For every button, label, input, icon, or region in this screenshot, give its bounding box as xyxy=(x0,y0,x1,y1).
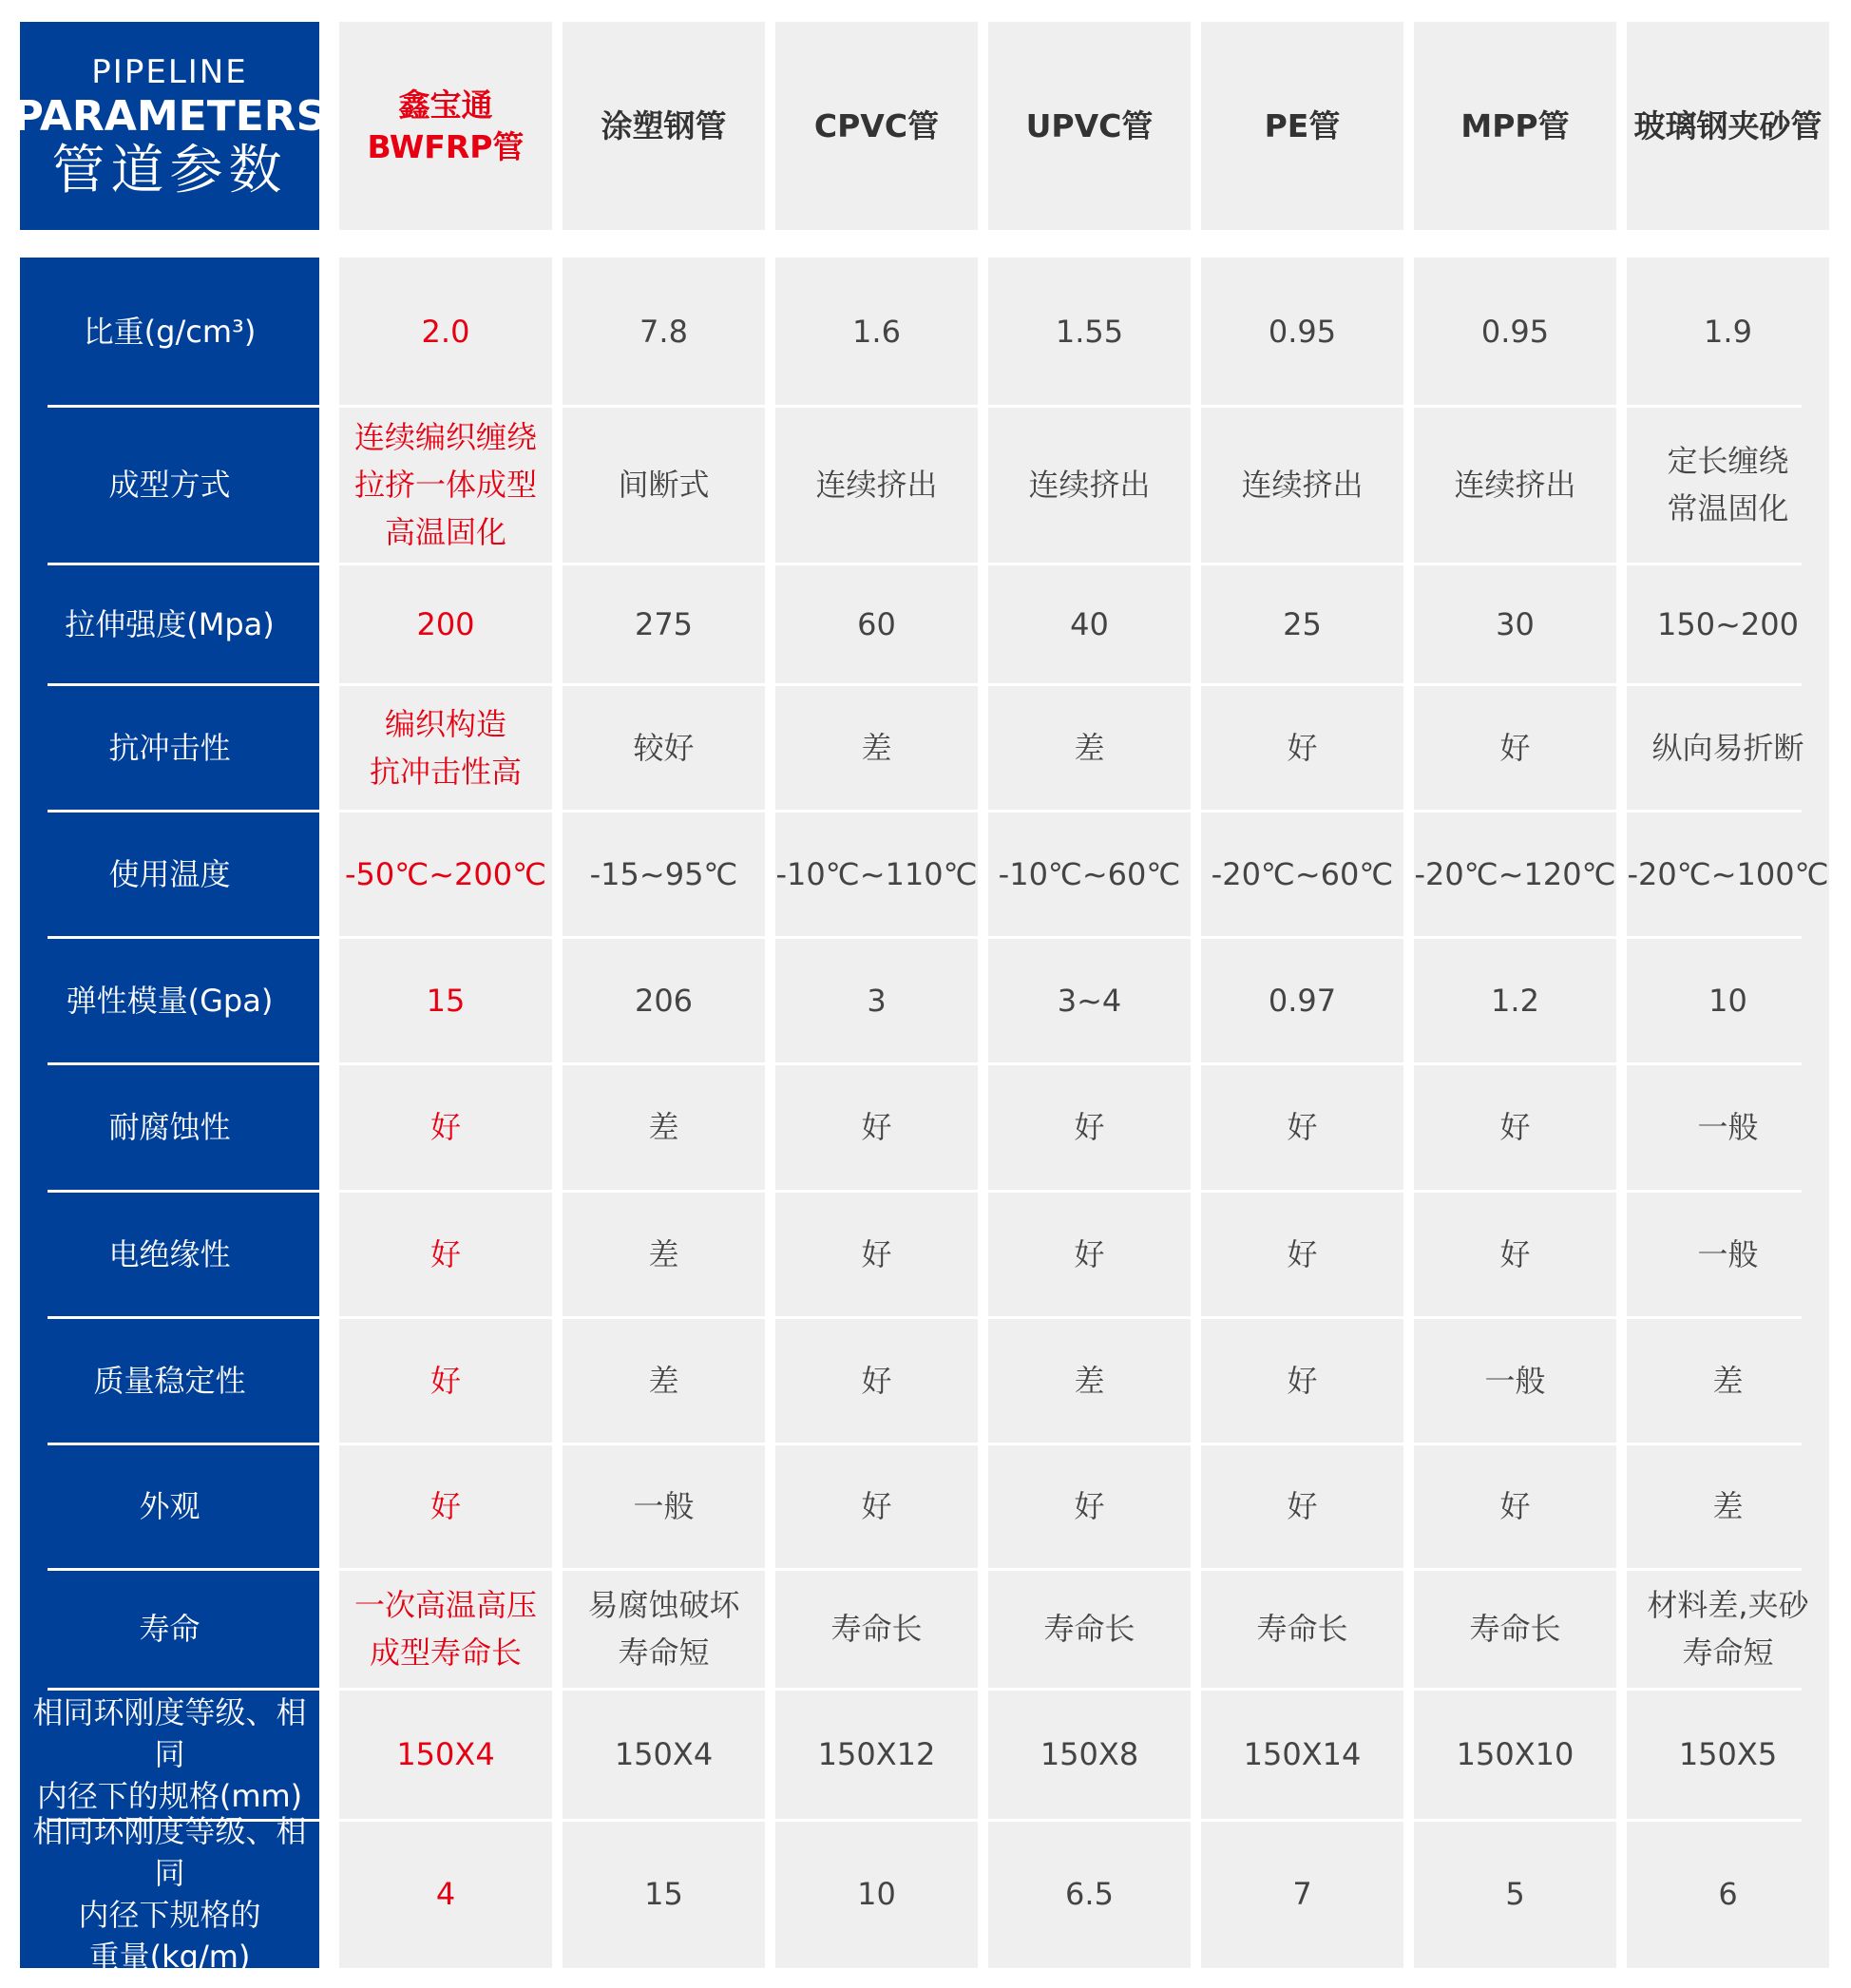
text-line: -50℃~200℃ xyxy=(344,855,547,892)
text-line: 弹性模量(Gpa) xyxy=(66,982,274,1019)
table-cell xyxy=(988,1317,1191,1443)
text-line: 好 xyxy=(1074,1488,1105,1524)
table-cell xyxy=(339,1317,552,1443)
column-header-text: 鑫宝通 xyxy=(398,86,493,124)
column-header-text: PE管 xyxy=(1264,106,1341,144)
row-label xyxy=(20,684,319,811)
text-line: 好 xyxy=(1287,729,1318,766)
text-line: 差 xyxy=(861,729,892,766)
table-cell xyxy=(988,811,1191,937)
text-line: 寿命短 xyxy=(1682,1634,1774,1671)
table-cell xyxy=(988,1820,1191,1968)
text-line: 30 xyxy=(1496,605,1535,642)
text-line: -10℃~110℃ xyxy=(775,855,978,892)
table-cell xyxy=(563,1689,765,1820)
table-cell xyxy=(1414,1317,1616,1443)
column-header-text: 涂塑钢管 xyxy=(601,106,727,144)
text-line: 6 xyxy=(1718,1876,1738,1912)
text-line: 275 xyxy=(634,605,694,642)
row-label xyxy=(20,258,319,406)
title-cn: 管道参数 xyxy=(51,139,288,201)
text-line: 一般 xyxy=(1697,1109,1759,1145)
table-cell xyxy=(339,937,552,1063)
table-cell xyxy=(339,811,552,937)
text-line: 编织构造 xyxy=(384,705,506,742)
table-cell xyxy=(1201,1317,1403,1443)
text-line: 间断式 xyxy=(618,467,710,503)
text-line: 连续挤出 xyxy=(1454,467,1576,503)
text-line: 寿命短 xyxy=(618,1634,710,1671)
table-cell xyxy=(988,1569,1191,1689)
row-label xyxy=(20,1813,319,1975)
text-line: 纵向易折断 xyxy=(1651,729,1804,766)
column-header-text: UPVC管 xyxy=(1025,106,1154,144)
table-cell xyxy=(775,1820,978,1968)
title-en-line-2: PARAMETERS xyxy=(12,91,327,141)
text-line: 5 xyxy=(1505,1876,1525,1912)
text-line: 206 xyxy=(634,982,694,1019)
text-line: -20℃~100℃ xyxy=(1627,855,1829,892)
table-cell xyxy=(563,1317,765,1443)
text-line: 寿命长 xyxy=(1469,1611,1561,1647)
table-cell xyxy=(1201,258,1403,406)
table-cell xyxy=(1201,937,1403,1063)
text-line: 3 xyxy=(867,982,887,1019)
table-cell xyxy=(1627,1820,1829,1968)
text-line: 150X10 xyxy=(1456,1736,1574,1772)
table-cell xyxy=(563,564,765,684)
text-line: 高温固化 xyxy=(384,514,506,550)
text-line: 0.95 xyxy=(1480,314,1550,350)
text-line: 10 xyxy=(1708,982,1747,1019)
text-line: -20℃~60℃ xyxy=(1211,855,1394,892)
table-cell xyxy=(775,811,978,937)
table-cell xyxy=(988,564,1191,684)
text-line: 相同环刚度等级、相同 xyxy=(32,1694,307,1772)
row-label xyxy=(20,1063,319,1191)
table-cell xyxy=(1627,564,1829,684)
text-line: 差 xyxy=(648,1362,679,1399)
table-cell xyxy=(1201,684,1403,811)
table-cell xyxy=(775,406,978,564)
text-line: 150X4 xyxy=(614,1736,714,1772)
row-label xyxy=(20,1443,319,1569)
text-line: 好 xyxy=(861,1488,892,1524)
table-cell xyxy=(1201,811,1403,937)
column-header-text: 玻璃钢夹砂管 xyxy=(1633,106,1822,144)
table-cell xyxy=(1627,406,1829,564)
table-cell xyxy=(1414,811,1616,937)
text-line: 6.5 xyxy=(1065,1876,1114,1912)
table-cell xyxy=(1201,1191,1403,1317)
text-line: 40 xyxy=(1070,605,1109,642)
table-cell xyxy=(1414,1569,1616,1689)
text-line: 150X8 xyxy=(1040,1736,1139,1772)
table-cell xyxy=(988,1443,1191,1569)
table-cell xyxy=(339,564,552,684)
column-header-3 xyxy=(988,22,1191,230)
text-line: 差 xyxy=(1712,1362,1744,1399)
table-cell xyxy=(563,937,765,1063)
text-line: 内径下规格的 xyxy=(78,1897,261,1933)
text-line: 好 xyxy=(1499,1109,1531,1145)
column-header-text: BWFRP管 xyxy=(367,127,525,165)
text-line: 连续挤出 xyxy=(1241,467,1364,503)
text-line: 150X12 xyxy=(817,1736,936,1772)
table-cell xyxy=(1627,1063,1829,1191)
column-header-4 xyxy=(1201,22,1403,230)
text-line: 连续挤出 xyxy=(1028,467,1151,503)
text-line: 寿命长 xyxy=(1043,1611,1135,1647)
text-line: 150X5 xyxy=(1678,1736,1778,1772)
table-cell xyxy=(1414,1063,1616,1191)
text-line: 好 xyxy=(861,1362,892,1399)
text-line: 使用温度 xyxy=(108,855,231,892)
table-cell xyxy=(563,1063,765,1191)
text-line: 成型寿命长 xyxy=(369,1634,522,1671)
text-line: 抗冲击性 xyxy=(108,729,231,766)
row-label xyxy=(20,811,319,937)
table-cell xyxy=(1627,1569,1829,1689)
text-line: 60 xyxy=(857,605,896,642)
table-cell xyxy=(1201,1443,1403,1569)
text-line: 一次高温高压 xyxy=(353,1587,537,1623)
text-line: 0.97 xyxy=(1268,982,1337,1019)
text-line: 材料差,夹砂 xyxy=(1647,1587,1809,1623)
text-line: 1.2 xyxy=(1491,982,1539,1019)
table-cell xyxy=(775,1063,978,1191)
table-cell xyxy=(563,258,765,406)
text-line: 0.95 xyxy=(1268,314,1337,350)
text-line: 差 xyxy=(648,1235,679,1272)
text-line: 拉挤一体成型 xyxy=(353,467,537,503)
table-cell xyxy=(1414,1820,1616,1968)
text-line: 好 xyxy=(429,1488,461,1524)
table-cell xyxy=(1201,1569,1403,1689)
table-cell xyxy=(1414,1191,1616,1317)
table-cell xyxy=(1414,937,1616,1063)
text-line: -15~95℃ xyxy=(589,855,738,892)
table-cell xyxy=(339,1569,552,1689)
text-line: 好 xyxy=(1287,1488,1318,1524)
table-cell xyxy=(988,684,1191,811)
table-cell xyxy=(1414,406,1616,564)
text-line: 较好 xyxy=(633,729,695,766)
table-cell xyxy=(1627,1689,1829,1820)
table-cell xyxy=(1201,1820,1403,1968)
text-line: 7.8 xyxy=(639,314,688,350)
table-cell xyxy=(775,937,978,1063)
table-cell xyxy=(1627,937,1829,1063)
text-line: 150~200 xyxy=(1657,605,1799,642)
table-cell xyxy=(775,1317,978,1443)
table-cell xyxy=(988,1191,1191,1317)
table-cell xyxy=(1414,1689,1616,1820)
table-cell xyxy=(339,1443,552,1569)
column-header-6 xyxy=(1627,22,1829,230)
text-line: 好 xyxy=(1499,729,1531,766)
table-cell xyxy=(1201,564,1403,684)
text-line: 好 xyxy=(429,1235,461,1272)
text-line: 连续挤出 xyxy=(815,467,938,503)
text-line: 10 xyxy=(857,1876,896,1912)
text-line: 15 xyxy=(426,982,466,1019)
table-cell xyxy=(339,1689,552,1820)
text-line: 好 xyxy=(1287,1109,1318,1145)
table-cell xyxy=(1414,1443,1616,1569)
text-line: 好 xyxy=(429,1362,461,1399)
row-label xyxy=(20,937,319,1063)
text-line: 差 xyxy=(1712,1488,1744,1524)
text-line: 200 xyxy=(416,605,475,642)
text-line: 寿命长 xyxy=(1256,1611,1348,1647)
table-cell xyxy=(1414,564,1616,684)
text-line: 差 xyxy=(1074,729,1105,766)
text-line: 好 xyxy=(1074,1235,1105,1272)
column-header-text: MPP管 xyxy=(1460,106,1570,144)
text-line: 好 xyxy=(861,1109,892,1145)
text-line: -10℃~60℃ xyxy=(998,855,1181,892)
text-line: 2.0 xyxy=(421,314,470,350)
text-line: 耐腐蚀性 xyxy=(108,1109,231,1145)
text-line: 15 xyxy=(644,1876,683,1912)
text-line: 重量(kg/m) xyxy=(88,1939,251,1975)
row-label xyxy=(20,1317,319,1443)
column-header-5 xyxy=(1414,22,1616,230)
text-line: 差 xyxy=(1074,1362,1105,1399)
table-cell xyxy=(1201,1063,1403,1191)
table-cell xyxy=(1627,684,1829,811)
text-line: 好 xyxy=(1074,1109,1105,1145)
table-cell xyxy=(775,1191,978,1317)
table-cell xyxy=(775,564,978,684)
row-label xyxy=(20,1689,319,1820)
text-line: 一般 xyxy=(1484,1362,1546,1399)
row-label xyxy=(20,406,319,564)
table-cell xyxy=(1414,258,1616,406)
text-line: 1.55 xyxy=(1055,314,1124,350)
table-cell xyxy=(339,1191,552,1317)
table-cell xyxy=(1627,811,1829,937)
text-line: 一般 xyxy=(1697,1235,1759,1272)
text-line: 寿命长 xyxy=(830,1611,923,1647)
table-cell xyxy=(1627,258,1829,406)
table-cell xyxy=(988,406,1191,564)
text-line: 内径下的规格(mm) xyxy=(36,1778,303,1814)
column-header-1 xyxy=(563,22,765,230)
text-line: 150X14 xyxy=(1243,1736,1362,1772)
text-line: 好 xyxy=(1499,1488,1531,1524)
text-line: 常温固化 xyxy=(1667,490,1789,526)
table-cell xyxy=(339,684,552,811)
text-line: 质量稳定性 xyxy=(93,1362,246,1399)
text-line: 差 xyxy=(648,1109,679,1145)
table-cell xyxy=(988,1689,1191,1820)
row-label xyxy=(20,1191,319,1317)
text-line: 4 xyxy=(435,1876,456,1912)
table-cell xyxy=(563,811,765,937)
table-cell xyxy=(563,1569,765,1689)
table-cell xyxy=(563,1443,765,1569)
table-title-block xyxy=(12,22,327,230)
table-cell xyxy=(775,1569,978,1689)
column-header-2 xyxy=(775,22,978,230)
table-cell xyxy=(339,1820,552,1968)
row-label xyxy=(20,1569,319,1689)
table-cell xyxy=(563,684,765,811)
title-en-line-1: PIPELINE xyxy=(91,52,248,91)
table-cell xyxy=(775,684,978,811)
table-cell xyxy=(1627,1191,1829,1317)
table-cell xyxy=(1627,1443,1829,1569)
text-line: 寿命 xyxy=(139,1611,200,1647)
column-header-text: CPVC管 xyxy=(813,106,940,144)
text-line: 150X4 xyxy=(396,1736,495,1772)
table-cell xyxy=(1414,684,1616,811)
table-cell xyxy=(775,1443,978,1569)
text-line: 拉伸强度(Mpa) xyxy=(65,605,275,642)
text-line: 相同环刚度等级、相同 xyxy=(32,1813,307,1891)
text-line: 定长缠绕 xyxy=(1667,443,1789,479)
text-line: 比重(g/cm³) xyxy=(83,314,257,350)
text-line: 好 xyxy=(861,1235,892,1272)
table-cell xyxy=(563,406,765,564)
text-line: 电绝缘性 xyxy=(108,1235,231,1272)
row-label xyxy=(20,564,319,684)
text-line: 7 xyxy=(1292,1876,1312,1912)
text-line: 成型方式 xyxy=(108,467,231,503)
table-cell xyxy=(339,406,552,564)
table-cell xyxy=(339,1063,552,1191)
table-cell xyxy=(1627,1317,1829,1443)
table-cell xyxy=(339,258,552,406)
text-line: 好 xyxy=(429,1109,461,1145)
table-cell xyxy=(988,258,1191,406)
table-cell xyxy=(1201,1689,1403,1820)
table-cell xyxy=(563,1820,765,1968)
text-line: 易腐蚀破坏 xyxy=(587,1587,740,1623)
text-line: 连续编织缠绕 xyxy=(353,419,537,455)
column-header-0 xyxy=(339,22,552,230)
text-line: 1.9 xyxy=(1704,314,1752,350)
table-cell xyxy=(1201,406,1403,564)
text-line: 25 xyxy=(1283,605,1322,642)
text-line: 1.6 xyxy=(852,314,901,350)
table-cell xyxy=(563,1191,765,1317)
table-cell xyxy=(988,937,1191,1063)
text-line: 一般 xyxy=(633,1488,695,1524)
text-line: -20℃~120℃ xyxy=(1414,855,1616,892)
table-cell xyxy=(988,1063,1191,1191)
table-cell xyxy=(775,1689,978,1820)
table-cell xyxy=(775,258,978,406)
text-line: 抗冲击性高 xyxy=(369,753,522,790)
text-line: 好 xyxy=(1499,1235,1531,1272)
text-line: 外观 xyxy=(139,1488,200,1524)
text-line: 好 xyxy=(1287,1235,1318,1272)
text-line: 好 xyxy=(1287,1362,1318,1399)
text-line: 3~4 xyxy=(1057,982,1122,1019)
